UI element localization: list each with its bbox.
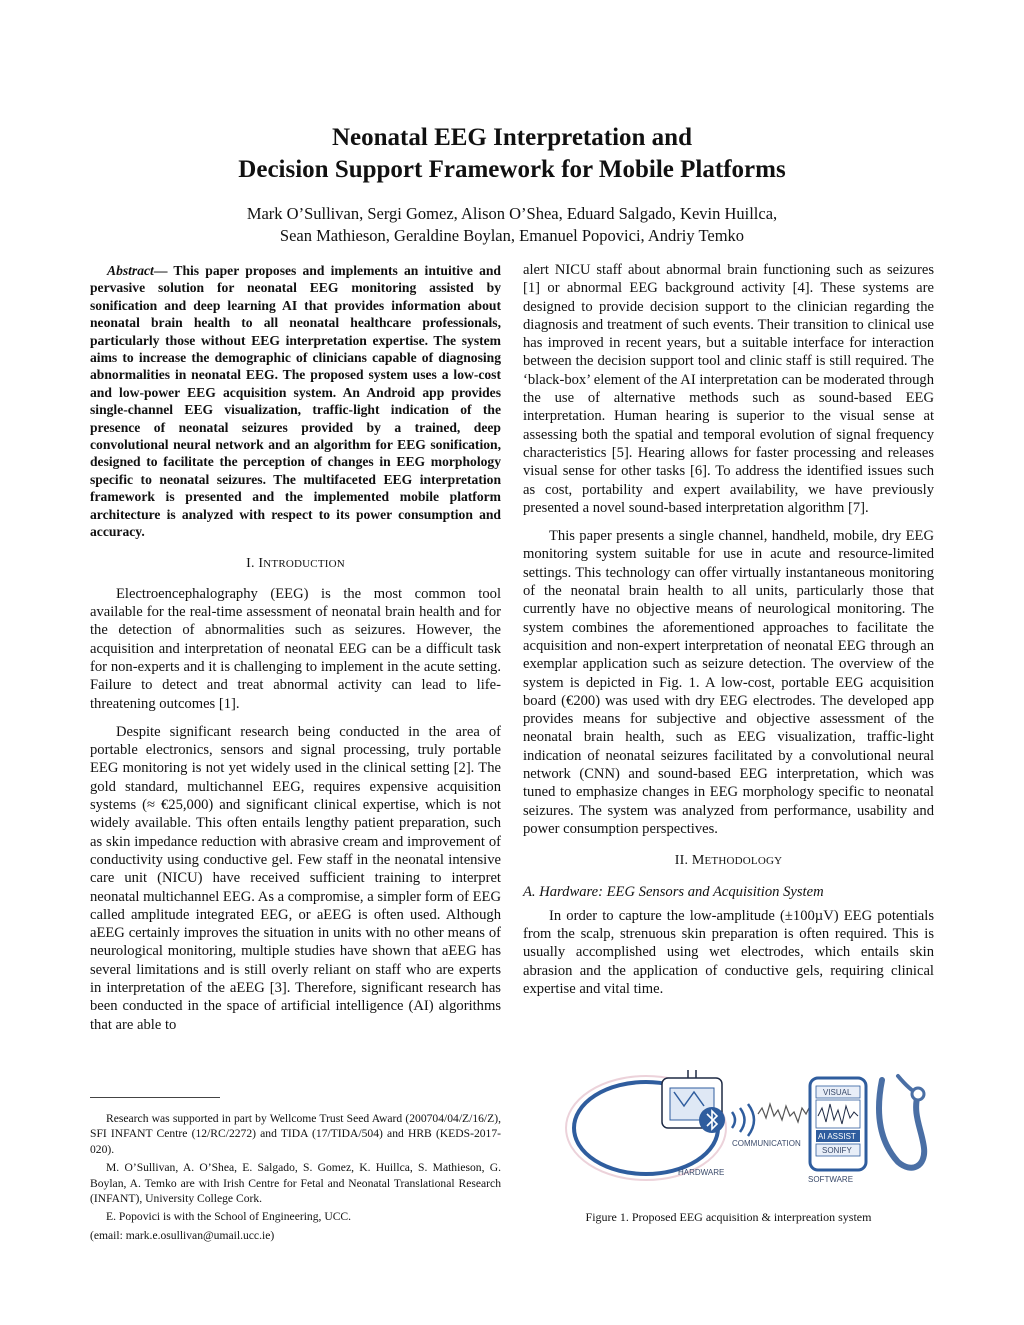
label-hardware: HARDWARE <box>678 1168 725 1177</box>
section-heading-introduction <box>90 555 501 573</box>
paper-title <box>0 122 1024 186</box>
label-ai-assist: AI ASSIST <box>818 1132 856 1141</box>
section-title-initial: I <box>258 555 264 571</box>
footnote-affiliation: M. O’Sullivan, A. O’Shea, E. Salgado, S. Gomez, K. Huillca, S. Mathieson, G. Boylan, A. Temko are with Irish Centre for Fetal and Neonatal Translational Research (INFANT), University College Cork. <box>90 1161 501 1206</box>
footnote-funding: Research was supported in part by Wellcome Trust Seed Award (200704/04/Z/16/Z), SFI INFANT Centre (12/RC/2272) and TIDA (17/TIDA/504) and HRB (KEDS-2017-020). <box>90 1112 501 1156</box>
intro-paragraph-1: Electroencephalography (EEG) is the most common tool available for the real-time assessment of neonatal brain health and for the detection of abnormalities such as seizures. However, the acquisition and interpretation of neonatal EEG can be a difficult task for non-experts and it is challenging to implement in the acute setting. Failure to detect and treat abnormal activity can lead to life-threatening outcomes [1]. <box>90 585 501 712</box>
footnotes <box>90 1111 501 1246</box>
section-title-rest: ETHODOLOGY <box>704 855 783 868</box>
left-column <box>90 262 501 1044</box>
label-software: SOFTWARE <box>808 1175 854 1184</box>
section-title-rest: NTRODUCTION <box>263 557 345 570</box>
section-title-initial: M <box>691 853 705 869</box>
intro-paragraph-2: Despite significant research being conducted in the area of portable electronics, sensors and signal processing, truly portable EEG monitoring is not yet widely used in the clinical setting [2]. The gold standard, multichannel EEG, requires expensive acquisition systems (≈ €25,000) and significant clinical expertise, which is not widely available. This often entails lengthy patient preparation, such as skin impedance reduction with abrasive cream and improvement of conductivity using conductive gel. Few staff in the neonatal intensive care unit (NICU) have received sufficient training to interpret neonatal multichannel EEG. As a compromise, a simpler form of EEG called amplitude integrated EEG, or aEEG is often used. Although aEEG certainly improves the situation in units with no other means of neurological monitoring, multiple studies have shown that aEEG has several limitations and is still overly reliant on staff who are experts in interpretation of the aEEG [3]. Therefore, significant research has been conducted in the space of artificial intelligence (AI) algorithms that are able to <box>90 723 501 1033</box>
bluetooth-icon <box>699 1107 725 1133</box>
stethoscope-icon <box>879 1076 924 1168</box>
abstract-text: This paper proposes and implements an intuitive and pervasive solution for neonatal EEG monitoring assisted by sonification and deep learning AI that provides information about neonatal brain health to all neonatal healthcare professionals, particularly those without EEG interpretation expertise. The system aims to increase the demographic of clinicians capable of diagnosing abnormalities in neonatal EEG. The proposed system uses a low-cost and low-power EEG acquisition system. An Android app provides single-channel EEG visualization, traffic-light indication of the presence of neonatal seizures provided by a trained, deep convolutional neural network and an algorithm for EEG sonification, designed to facilitate the perception of changes in EEG morphology specific to neonatal seizures. The multifaceted EEG interpretation framework is presented and the implemented mobile platform architecture is analyzed with respect to its power consumption and accuracy. <box>90 263 501 540</box>
author-list <box>0 203 1024 247</box>
right-column <box>523 261 934 1008</box>
label-communication: COMMUNICATION <box>732 1139 801 1148</box>
section-number: II. <box>674 853 689 869</box>
title-line-2: Decision Support Framework for Mobile Platforms <box>238 156 786 183</box>
wireless-waves-icon <box>732 1104 754 1136</box>
system-overview-figure <box>526 1070 936 1190</box>
subsection-heading-hardware: A. Hardware: EEG Sensors and Acquisition System <box>523 883 824 900</box>
intro-paragraph-2-continued: alert NICU staff about abnormal brain functioning such as seizures [1] or abnormal EEG background activity [4]. These systems are designed to provide decision support to the clinician regarding the diagnosis and treatment of such events. Their transition to clinical use has improved in recent years, but a suitable interface for interaction between the decision support tool and clinic staff is still required. The ‘black-box’ element of the AI interpretation can be moderated through the use of alternative methods such as sound-based EEG interpretation. Human hearing is superior to the visual sense at assessing both the spatial and temporal evolution of signal frequency characteristics [5]. Hearing allows for faster processing and releases visual sense for other tasks [6]. To address the identified issues such as cost, portability and expert availability, we have previously presented a novel sound-based interpretation algorithm [7]. <box>523 262 934 516</box>
abstract-lead: Abstract <box>107 263 154 278</box>
section-number: I. <box>246 555 255 571</box>
authors-line-2: Sean Mathieson, Geraldine Boylan, Emanuel Popovici, Andriy Temko <box>279 226 745 245</box>
label-sonify: SONIFY <box>822 1146 852 1155</box>
authors-line-1: Mark O’Sullivan, Sergi Gomez, Alison O’Shea, Eduard Salgado, Kevin Huillca, <box>246 204 778 223</box>
footnote-divider <box>90 1097 220 1098</box>
label-visual: VISUAL <box>823 1088 852 1097</box>
figure-caption: Figure 1. Proposed EEG acquisition & interpreation system <box>585 1210 872 1224</box>
section-heading-methodology <box>523 852 934 870</box>
abstract <box>90 262 501 541</box>
methodology-paragraph-1: In order to capture the low-amplitude (±100µV) EEG potentials from the scalp, strenuous skin preparation is often required. This is usually accomplished using wet electrodes, which entails skin abrasion and the application of conductive gels, requiring clinical expertise and vital time. <box>523 907 934 997</box>
footnote-affiliation-2: E. Popovici is with the School of Engineering, UCC. <box>106 1210 352 1224</box>
intro-paragraph-3: This paper presents a single channel, handheld, mobile, dry EEG monitoring system suitable for use in acute and resource-limited settings. This technology can offer virtually instantaneous monitoring of the neonatal brain health to all units, particularly those that currently have no objective means of neurological monitoring. The system combines the aforementioned approaches to facilitate the acquisition and non-expert interpretation of neonatal EEG through an exemplar application such as seizure detection. The overview of the system is depicted in Fig. 1. A low-cost, portable EEG acquisition board (€200) was used with dry EEG electrodes. The developed app provides means for subjective and objective assessment of the neonatal brain health, such as EEG visualization, traffic-light indication of neonatal seizures facilitated by a convolutional neural network (CNN) and sound-based EEG interpretation, which was tuned to emphasize changes in EEG morphology specific to neonatal seizures. The system was analyzed from performance, usability and power consumption perspectives. <box>523 528 934 837</box>
footnote-email: (email: mark.e.osullivan@umail.ucc.ie) <box>90 1228 275 1242</box>
title-line-1: Neonatal EEG Interpretation and <box>332 124 692 151</box>
abstract-dash: — <box>153 263 174 278</box>
